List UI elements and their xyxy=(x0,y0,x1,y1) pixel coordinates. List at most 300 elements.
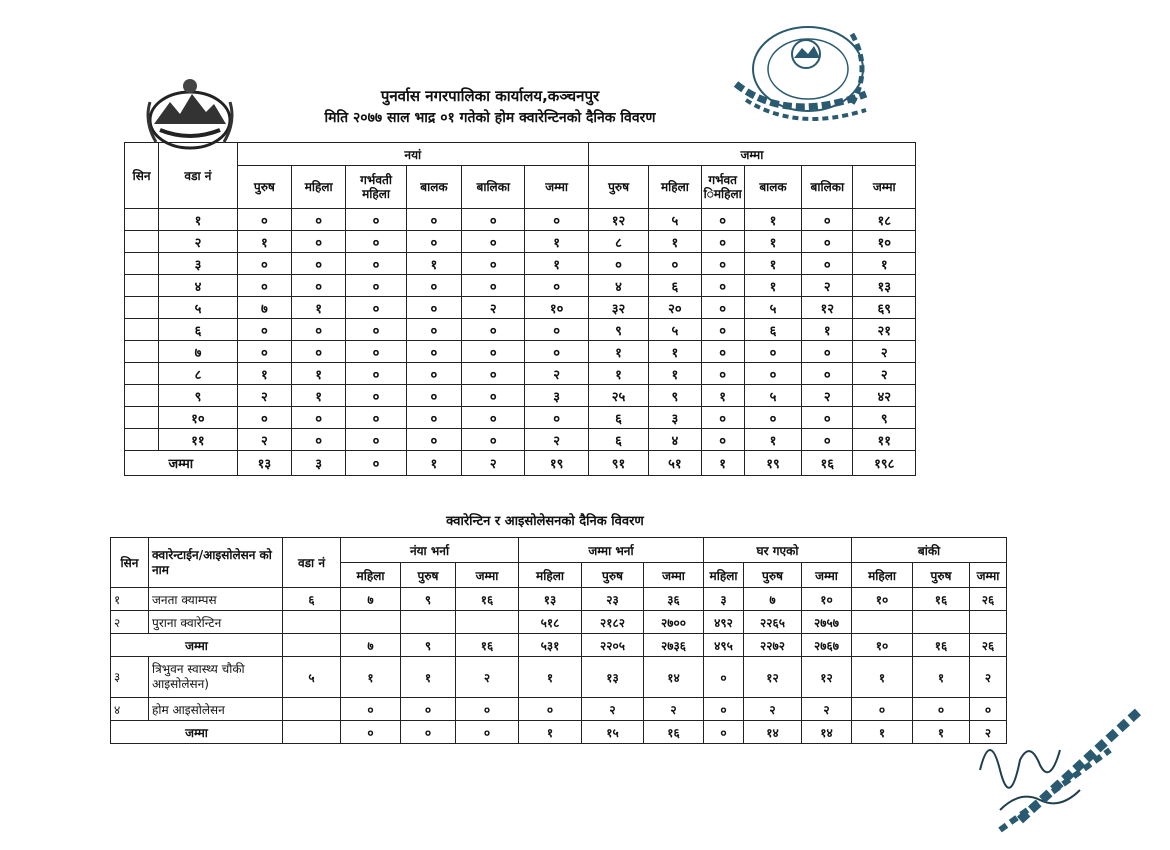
table-row xyxy=(111,611,1007,634)
value-cell: ० xyxy=(744,407,801,429)
total-cell: १४ xyxy=(802,721,852,744)
sub-header-new: पुरुष xyxy=(237,166,291,209)
table-row xyxy=(125,385,916,407)
value-cell: ० xyxy=(525,275,588,297)
total-cell: १ xyxy=(913,721,970,744)
total-cell: ५३१ xyxy=(519,634,582,657)
value-cell: १६ xyxy=(456,588,519,611)
value-cell: २ xyxy=(853,341,916,363)
total-cell: ० xyxy=(341,721,401,744)
total-cell: १० xyxy=(852,634,913,657)
value-cell: १ xyxy=(237,363,291,385)
value-cell: ० xyxy=(406,429,461,451)
value-cell: ० xyxy=(237,319,291,341)
value-cell: ९ xyxy=(649,385,701,407)
table-row xyxy=(111,698,1007,721)
sub-header-total: बालिका xyxy=(802,166,853,209)
value-cell: ३ xyxy=(649,407,701,429)
table-row xyxy=(125,297,916,319)
value-cell: १ xyxy=(649,363,701,385)
value-cell: १ xyxy=(913,657,970,698)
value-cell: ३ xyxy=(704,588,744,611)
value-cell: ० xyxy=(913,698,970,721)
value-cell: ० xyxy=(406,275,461,297)
value-cell: ० xyxy=(346,231,406,253)
value-cell: ० xyxy=(237,209,291,231)
name-cell: पुराना क्वारेन्टिन xyxy=(149,611,283,634)
value-cell: ० xyxy=(701,341,744,363)
value-cell: ० xyxy=(406,231,461,253)
value-cell: ० xyxy=(346,407,406,429)
value-cell: १३ xyxy=(582,657,644,698)
sub-header-new: गर्भवती महिला xyxy=(346,166,406,209)
table-row xyxy=(125,275,916,297)
sub-header: पुरुष xyxy=(744,563,802,588)
value-cell: २ xyxy=(525,363,588,385)
ward-cell: ६ xyxy=(159,319,237,341)
value-cell: १२ xyxy=(744,657,802,698)
value-cell: १ xyxy=(649,231,701,253)
value-cell: २ xyxy=(802,698,852,721)
value-cell: ० xyxy=(525,341,588,363)
total-cell: ७ xyxy=(341,634,401,657)
value-cell: ३२ xyxy=(588,297,648,319)
value-cell: २३ xyxy=(582,588,644,611)
total-cell: १६ xyxy=(456,634,519,657)
value-cell: ० xyxy=(292,429,346,451)
sub-header-new: बालिका xyxy=(462,166,525,209)
value-cell xyxy=(970,611,1007,634)
group-header: नंया भर्ना xyxy=(341,538,519,563)
value-cell: ० xyxy=(401,698,456,721)
value-cell: ० xyxy=(525,209,588,231)
value-cell: १ xyxy=(237,231,291,253)
value-cell: ० xyxy=(292,253,346,275)
total-cell: १ xyxy=(406,451,461,476)
signature xyxy=(960,690,1160,840)
value-cell: ० xyxy=(588,253,648,275)
total-row xyxy=(125,451,916,476)
value-cell: ० xyxy=(802,363,853,385)
value-cell: २६ xyxy=(970,588,1007,611)
total-cell: १ xyxy=(852,721,913,744)
value-cell: ० xyxy=(406,319,461,341)
sub-header: महिला xyxy=(519,563,582,588)
group-total: जम्मा xyxy=(588,143,915,166)
sn-cell xyxy=(125,407,159,429)
office-name: पुनर्वास नगरपालिका कार्यालय,कञ्चनपुर xyxy=(380,87,600,105)
sub-header-new: जम्मा xyxy=(525,166,588,209)
value-cell: ० xyxy=(701,407,744,429)
office-stamp xyxy=(726,14,876,136)
value-cell: २ xyxy=(853,363,916,385)
value-cell: ० xyxy=(346,297,406,319)
value-cell: ० xyxy=(462,407,525,429)
home-quarantine-table xyxy=(124,142,916,476)
ward-cell xyxy=(283,721,341,744)
value-cell: १४ xyxy=(644,657,704,698)
ward-cell xyxy=(283,634,341,657)
value-cell: ९ xyxy=(588,319,648,341)
total-cell: ९१ xyxy=(588,451,648,476)
value-cell: ५ xyxy=(744,297,801,319)
sub-header-total: पुरुष xyxy=(588,166,648,209)
sn-cell: १ xyxy=(111,588,149,611)
sub-header: महिला xyxy=(852,563,913,588)
ward-cell: १ xyxy=(159,209,237,231)
value-cell: ० xyxy=(802,253,853,275)
sub-header: जम्मा xyxy=(970,563,1007,588)
sub-header: जम्मा xyxy=(456,563,519,588)
total-cell: ० xyxy=(346,451,406,476)
table-row xyxy=(125,253,916,275)
ward-cell: १० xyxy=(159,407,237,429)
value-cell: ० xyxy=(406,209,461,231)
total-label: जम्मा xyxy=(111,634,283,657)
total-cell: १४ xyxy=(744,721,802,744)
ward-cell: ४ xyxy=(159,275,237,297)
value-cell: ० xyxy=(704,657,744,698)
sn-cell xyxy=(125,275,159,297)
value-cell: ० xyxy=(802,209,853,231)
value-cell xyxy=(401,611,456,634)
sn-cell: ४ xyxy=(111,698,149,721)
table-row xyxy=(125,209,916,231)
value-cell: २५ xyxy=(588,385,648,407)
sub-header: जम्मा xyxy=(802,563,852,588)
value-cell: ० xyxy=(970,698,1007,721)
value-cell: ० xyxy=(406,407,461,429)
ward-cell: ७ xyxy=(159,341,237,363)
value-cell: ० xyxy=(456,698,519,721)
value-cell: ० xyxy=(701,319,744,341)
table-row xyxy=(125,429,916,451)
col-ward: वडा नं xyxy=(283,538,341,588)
value-cell: ११ xyxy=(853,429,916,451)
value-cell: १२ xyxy=(588,209,648,231)
total-cell: ० xyxy=(456,721,519,744)
total-cell: २६ xyxy=(970,634,1007,657)
value-cell: १ xyxy=(519,657,582,698)
value-cell: ० xyxy=(346,275,406,297)
value-cell: १ xyxy=(802,319,853,341)
ward-cell: ११ xyxy=(159,429,237,451)
value-cell: ० xyxy=(341,698,401,721)
value-cell: १ xyxy=(292,297,346,319)
total-label: जम्मा xyxy=(111,721,283,744)
value-cell: ४९२ xyxy=(704,611,744,634)
total-cell: १९ xyxy=(525,451,588,476)
value-cell: ० xyxy=(802,341,853,363)
value-cell: २ xyxy=(582,698,644,721)
value-cell: २ xyxy=(462,297,525,319)
value-cell: १ xyxy=(744,231,801,253)
value-cell: ० xyxy=(462,319,525,341)
total-cell: १ xyxy=(519,721,582,744)
total-cell: १ xyxy=(701,451,744,476)
value-cell: ४ xyxy=(588,275,648,297)
ward-cell: ८ xyxy=(159,363,237,385)
value-cell: २ xyxy=(237,429,291,451)
value-cell: १ xyxy=(744,429,801,451)
value-cell: १ xyxy=(588,341,648,363)
value-cell: ० xyxy=(704,698,744,721)
value-cell: ० xyxy=(462,363,525,385)
ward-cell xyxy=(283,611,341,634)
ward-cell: ५ xyxy=(283,657,341,698)
value-cell: ७ xyxy=(341,588,401,611)
total-cell: १३ xyxy=(237,451,291,476)
ward-cell xyxy=(283,698,341,721)
value-cell: ० xyxy=(525,407,588,429)
table-row xyxy=(125,341,916,363)
name-cell: जनता क्याम्पस xyxy=(149,588,283,611)
total-cell: २७६७ xyxy=(802,634,852,657)
sub-header-total: जम्मा xyxy=(853,166,916,209)
value-cell: ० xyxy=(292,341,346,363)
value-cell: ० xyxy=(701,275,744,297)
value-cell: ५ xyxy=(649,209,701,231)
total-cell: २ xyxy=(970,721,1007,744)
sn-cell xyxy=(125,385,159,407)
value-cell: ० xyxy=(852,698,913,721)
value-cell: ५ xyxy=(649,319,701,341)
sub-header-total: बालक xyxy=(744,166,801,209)
nepal-emblem-logo xyxy=(140,72,240,152)
value-cell: १० xyxy=(802,588,852,611)
value-cell: ६ xyxy=(588,429,648,451)
value-cell: ० xyxy=(237,275,291,297)
total-cell: २२०५ xyxy=(582,634,644,657)
value-cell: ० xyxy=(292,275,346,297)
sn-cell xyxy=(125,319,159,341)
value-cell xyxy=(852,611,913,634)
sub-header: जम्मा xyxy=(644,563,704,588)
sn-cell xyxy=(125,209,159,231)
value-cell: ४ xyxy=(649,429,701,451)
col-sn: सिन xyxy=(111,538,149,588)
sub-header-total: गर्भवत िमहिला xyxy=(701,166,744,209)
value-cell: ० xyxy=(237,407,291,429)
value-cell: ० xyxy=(744,341,801,363)
sub-header-new: बालक xyxy=(406,166,461,209)
value-cell: ६९ xyxy=(853,297,916,319)
sn-cell xyxy=(125,253,159,275)
value-cell: ० xyxy=(649,253,701,275)
value-cell: २२६५ xyxy=(744,611,802,634)
value-cell: ८ xyxy=(588,231,648,253)
group-new: नयां xyxy=(237,143,588,166)
value-cell: ० xyxy=(802,231,853,253)
value-cell: ० xyxy=(701,209,744,231)
value-cell: १ xyxy=(853,253,916,275)
value-cell: ० xyxy=(701,429,744,451)
sn-cell xyxy=(125,297,159,319)
total-cell: २ xyxy=(462,451,525,476)
value-cell: १ xyxy=(401,657,456,698)
value-cell: ९ xyxy=(853,407,916,429)
value-cell: १ xyxy=(852,657,913,698)
sn-cell: ३ xyxy=(111,657,149,698)
value-cell: ३ xyxy=(525,385,588,407)
value-cell: ० xyxy=(462,341,525,363)
total-cell: ४९५ xyxy=(704,634,744,657)
sub-header-new: महिला xyxy=(292,166,346,209)
value-cell: ० xyxy=(701,231,744,253)
total-cell: २७३६ xyxy=(644,634,704,657)
ward-cell: २ xyxy=(159,231,237,253)
value-cell: २१ xyxy=(853,319,916,341)
sn-cell xyxy=(125,341,159,363)
value-cell: ० xyxy=(701,297,744,319)
value-cell: ५१८ xyxy=(519,611,582,634)
value-cell: ० xyxy=(701,253,744,275)
sub-header: महिला xyxy=(341,563,401,588)
value-cell: २ xyxy=(644,698,704,721)
value-cell: २ xyxy=(456,657,519,698)
value-cell: ६ xyxy=(588,407,648,429)
value-cell: २७५७ xyxy=(802,611,852,634)
table-row xyxy=(125,407,916,429)
value-cell: ३६ xyxy=(644,588,704,611)
value-cell: १ xyxy=(744,275,801,297)
sub-header-total: महिला xyxy=(649,166,701,209)
value-cell: १ xyxy=(525,253,588,275)
value-cell: ७ xyxy=(744,588,802,611)
total-cell: १६ xyxy=(802,451,853,476)
value-cell: ० xyxy=(406,297,461,319)
value-cell: १० xyxy=(525,297,588,319)
total-cell: ० xyxy=(704,721,744,744)
total-row xyxy=(111,634,1007,657)
value-cell: ० xyxy=(462,385,525,407)
value-cell: १० xyxy=(852,588,913,611)
value-cell: १ xyxy=(701,385,744,407)
value-cell: ४२ xyxy=(853,385,916,407)
group-header: बांकी xyxy=(852,538,1007,563)
table-row xyxy=(125,231,916,253)
col-sn: सिन xyxy=(125,143,159,209)
value-cell: २ xyxy=(802,385,853,407)
value-cell: १ xyxy=(525,231,588,253)
ward-cell: ६ xyxy=(283,588,341,611)
total-cell: १५ xyxy=(582,721,644,744)
value-cell: १ xyxy=(588,363,648,385)
col-name: क्वारेन्टाईन/आइसोलेसन को नाम xyxy=(149,538,283,588)
value-cell: ० xyxy=(346,253,406,275)
total-cell: ९ xyxy=(401,634,456,657)
total-cell: १६ xyxy=(644,721,704,744)
value-cell: ० xyxy=(346,319,406,341)
value-cell: ० xyxy=(346,209,406,231)
value-cell: १ xyxy=(292,363,346,385)
value-cell: ० xyxy=(701,363,744,385)
name-cell: त्रिभुवन स्वास्थ्य चौकी आइसोलेसन) xyxy=(149,657,283,698)
total-cell: १९ xyxy=(744,451,801,476)
value-cell: ० xyxy=(406,341,461,363)
value-cell: १० xyxy=(853,231,916,253)
value-cell: ० xyxy=(744,363,801,385)
sn-cell xyxy=(125,231,159,253)
value-cell: १ xyxy=(744,209,801,231)
sub-header: पुरुष xyxy=(913,563,970,588)
value-cell: ० xyxy=(292,407,346,429)
ward-cell: ९ xyxy=(159,385,237,407)
value-cell: ० xyxy=(292,209,346,231)
value-cell: ९ xyxy=(401,588,456,611)
group-header: जम्मा भर्ना xyxy=(519,538,704,563)
name-cell: होम आइसोलेसन xyxy=(149,698,283,721)
sn-cell: २ xyxy=(111,611,149,634)
col-ward: वडा नं xyxy=(159,143,237,209)
table-row xyxy=(125,319,916,341)
value-cell: ० xyxy=(519,698,582,721)
quarantine-isolation-table xyxy=(110,537,1007,744)
value-cell: ० xyxy=(802,407,853,429)
total-cell: १९८ xyxy=(853,451,916,476)
total-cell: ० xyxy=(401,721,456,744)
value-cell: ० xyxy=(462,253,525,275)
value-cell: १३ xyxy=(519,588,582,611)
sn-cell xyxy=(125,429,159,451)
value-cell: २ xyxy=(525,429,588,451)
value-cell: १२ xyxy=(802,297,853,319)
value-cell: ० xyxy=(237,341,291,363)
total-cell: १६ xyxy=(913,634,970,657)
value-cell: १३ xyxy=(853,275,916,297)
value-cell: ७ xyxy=(237,297,291,319)
value-cell: १ xyxy=(744,253,801,275)
value-cell: ५ xyxy=(744,385,801,407)
value-cell: २ xyxy=(744,698,802,721)
value-cell xyxy=(913,611,970,634)
value-cell: ० xyxy=(346,385,406,407)
value-cell: २७०० xyxy=(644,611,704,634)
value-cell: २० xyxy=(649,297,701,319)
value-cell: १ xyxy=(406,253,461,275)
value-cell: ० xyxy=(462,429,525,451)
value-cell: १ xyxy=(341,657,401,698)
value-cell xyxy=(456,611,519,634)
sn-cell xyxy=(125,363,159,385)
value-cell: ० xyxy=(292,319,346,341)
value-cell: २ xyxy=(802,275,853,297)
value-cell: ० xyxy=(525,319,588,341)
ward-cell: ५ xyxy=(159,297,237,319)
value-cell: २१८२ xyxy=(582,611,644,634)
value-cell: ० xyxy=(346,429,406,451)
total-label: जम्मा xyxy=(125,451,238,476)
table-row xyxy=(111,657,1007,698)
report-title: मिति २०७७ साल भाद्र ०१ गतेको होम क्वारेन्टिनको दैनिक विवरण xyxy=(324,110,656,126)
value-cell: ० xyxy=(802,429,853,451)
total-cell: २२७२ xyxy=(744,634,802,657)
value-cell: १२ xyxy=(802,657,852,698)
sub-header: पुरुष xyxy=(401,563,456,588)
total-cell: ३ xyxy=(292,451,346,476)
value-cell: ० xyxy=(462,231,525,253)
value-cell: ६ xyxy=(744,319,801,341)
value-cell: ० xyxy=(406,363,461,385)
value-cell xyxy=(341,611,401,634)
group-header: घर गएको xyxy=(704,538,852,563)
sub-header: पुरुष xyxy=(582,563,644,588)
value-cell: १ xyxy=(649,341,701,363)
value-cell: ० xyxy=(346,341,406,363)
value-cell: ० xyxy=(346,363,406,385)
ward-cell: ३ xyxy=(159,253,237,275)
value-cell: २ xyxy=(237,385,291,407)
